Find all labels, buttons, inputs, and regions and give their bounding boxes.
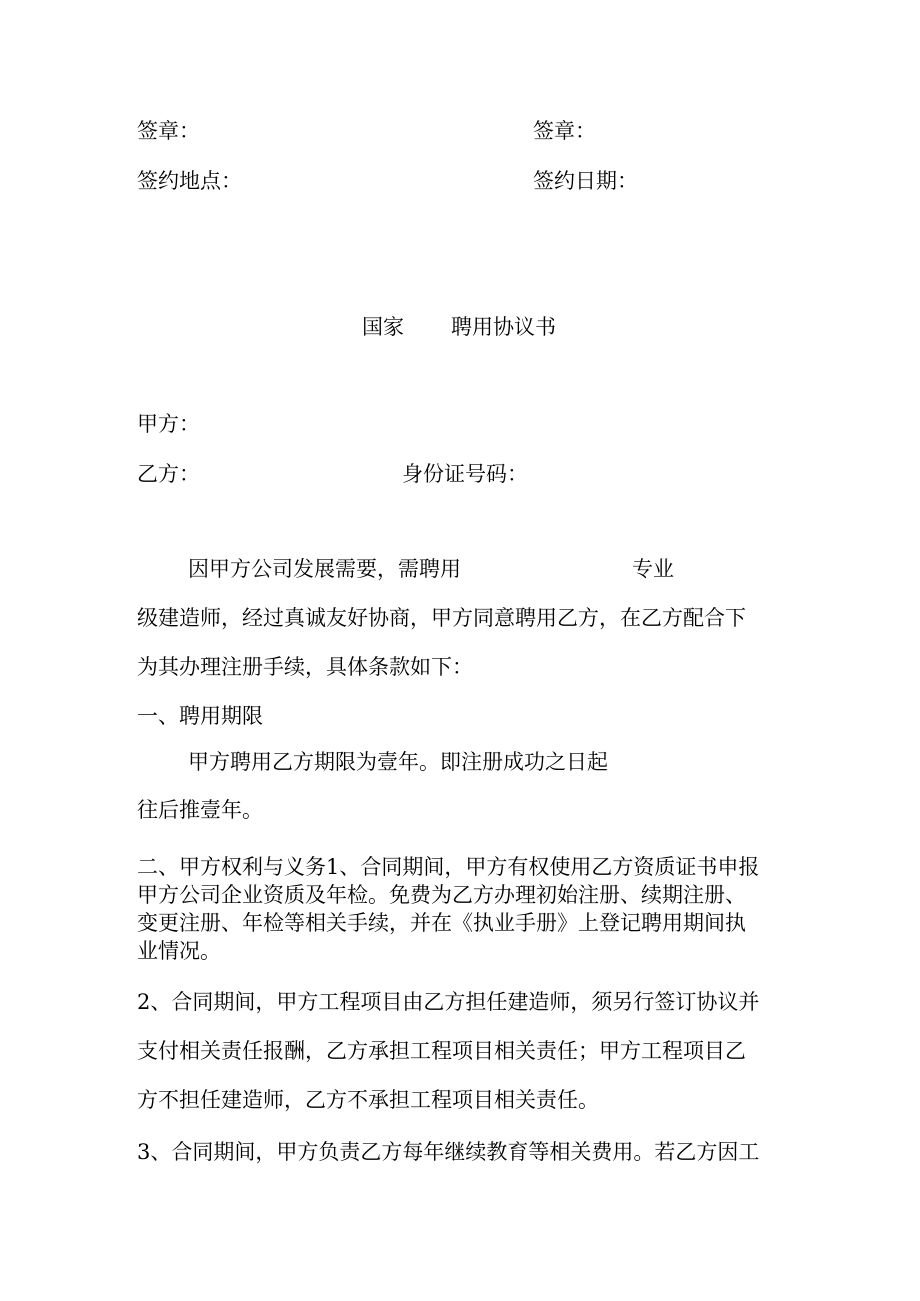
party-b-seal-label: 签章： <box>533 119 596 143</box>
title-part-1: 国家 <box>362 315 404 339</box>
party-a-label: 甲方： <box>137 412 200 436</box>
section-2-line: 业情况。 <box>137 939 221 963</box>
intro-line-3: 为其办理注册手续，具体条款如下： <box>137 655 473 679</box>
section-1-line-1: 甲方聘用乙方期限为壹年。即注册成功之日起 <box>188 750 608 774</box>
section-1-heading: 一、聘用期限 <box>137 704 263 728</box>
item-3-line-1: 3、合同期间，甲方负责乙方每年继续教育等相关费用。若乙方因工 <box>137 1140 760 1164</box>
signing-date-label: 签约日期： <box>533 169 638 193</box>
section-1-line-2: 往后推壹年。 <box>137 798 263 822</box>
section-2-line: 二、甲方权利与义务1、合同期间，甲方有权使用乙方资质证书申报 <box>137 855 760 879</box>
item-2-line-3: 方不担任建造师，乙方不承担工程项目相关责任。 <box>137 1088 599 1112</box>
party-b-label: 乙方： <box>137 462 200 486</box>
section-2-line: 甲方公司企业资质及年检。免费为乙方办理初始注册、续期注册、 <box>137 883 746 907</box>
item-2-line-2: 支付相关责任报酬，乙方承担工程项目相关责任；甲方工程项目乙 <box>137 1039 746 1063</box>
party-a-seal-label: 签章： <box>137 119 200 143</box>
item-2-line-1: 2、合同期间，甲方工程项目由乙方担任建造师，须另行签订协议并 <box>137 990 760 1014</box>
id-number-label: 身份证号码： <box>402 462 528 486</box>
intro-line-1a: 因甲方公司发展需要，需聘用 <box>188 557 461 581</box>
signing-place-label: 签约地点： <box>137 169 242 193</box>
intro-line-1b: 专业 <box>632 557 674 581</box>
section-2-paragraph <box>137 853 759 965</box>
section-2-line: 变更注册、年检等相关手续，并在《执业手册》上登记聘用期间执 <box>137 911 746 935</box>
title-part-2: 聘用协议书 <box>451 315 556 339</box>
intro-line-2: 级建造师，经过真诚友好协商，甲方同意聘用乙方，在乙方配合下 <box>137 606 746 630</box>
